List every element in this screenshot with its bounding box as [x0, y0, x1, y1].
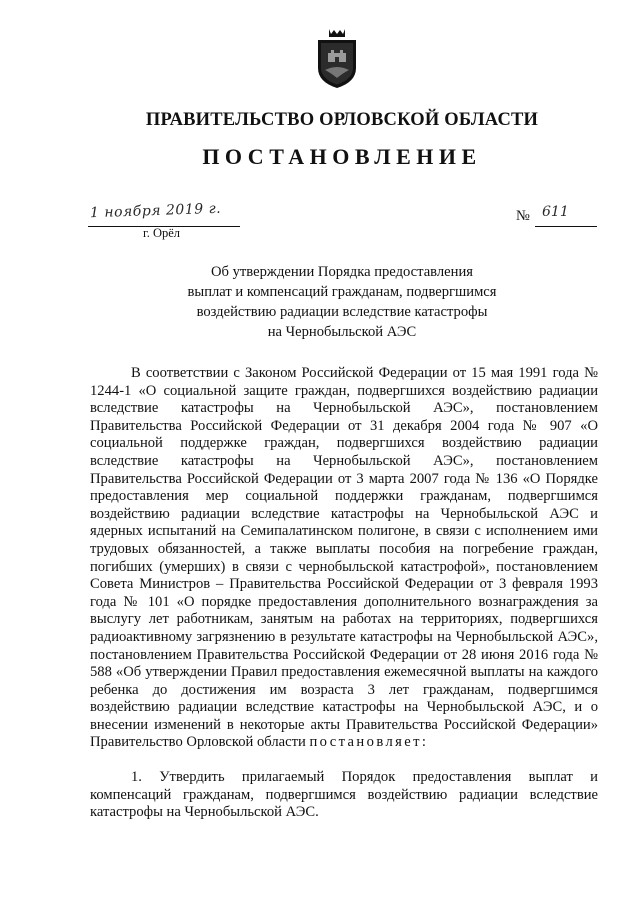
handwritten-date: 1 ноября 2019 г. — [89, 200, 222, 222]
document-subject — [0, 262, 640, 342]
handwritten-number: 611 — [542, 204, 569, 220]
resolves-word: постановляет: — [309, 734, 429, 751]
preamble-text: В соответствии с Законом Российской Федерации от 15 мая 1991 года № 1244-1 «О социальной защите граждан, подвергшихся воздействию радиации вследствие катастрофы на Чернобыльской АЭС», постановлением Правительства Российской Федерации от 31 декабря 2004 года № 907 «О социальной поддержке граждан, подвергшихся воздействию радиации вследствие катастрофы на Чернобыльской АЭС», постановлением Правительства Российской Федерации от 3 марта 2007 года № 136 «О Порядке предоставления мер социальной поддержки гражданам, подвергшимся воздействию радиации вследствие катастрофы на Чернобыльской АЭС и ядерных испытаний на Семипалатинском полигоне, в связи с исполнением ими трудовых обязанностей, а также выплаты пособия на погребение граждан, погибших (умерших) в связи с чернобыльской катастрофой», постановлением Совета Министров – Правительства Российской Федерации от 3 февраля 1993 года № 101 «О порядке предоставления дополнительного вознаграждения за выслугу лет работникам, занятым на работах на территориях, подвергшихся радиоактивному загрязнению в результате катастрофы на Чернобыльской АЭС», постановлением Правительства Российской Федерации от 28 июня 2016 года № 588 «Об утверждении Правил предоставления ежемесячной выплаты на каждого ребенка до достижения им возраста 3 лет гражданам, подвергшимся воздействию радиации вследствие катастрофы на Чернобыльской АЭС, и о внесении изменений в некоторые акты Правительства Российской Федерации» Правительство Орловской области — [90, 365, 598, 751]
city-label: г. Орёл — [143, 226, 181, 240]
subject-line: на Чернобыльской АЭС — [267, 324, 417, 340]
document-type: ПОСТАНОВЛЕНИЕ — [202, 144, 482, 169]
subject-line: Об утверждении Порядка предоставления — [211, 264, 473, 280]
subject-line: выплат и компенсаций гражданам, подвергшимся — [187, 284, 497, 300]
oryol-coat-of-arms-icon — [314, 26, 360, 90]
subject-line: воздействию радиации вследствие катастрофы — [196, 304, 488, 320]
item-1-paragraph: 1. Утвердить прилагаемый Порядок предоставления выплат и компенсаций гражданам, подвергшимся воздействию радиации вследствие катастрофы на Чернобыльской АЭС. — [90, 769, 598, 821]
government-name: ПРАВИТЕЛЬСТВО ОРЛОВСКОЙ ОБЛАСТИ — [145, 110, 539, 130]
preamble-paragraph — [90, 365, 598, 752]
number-label: № — [516, 208, 530, 224]
document-body — [90, 365, 598, 822]
